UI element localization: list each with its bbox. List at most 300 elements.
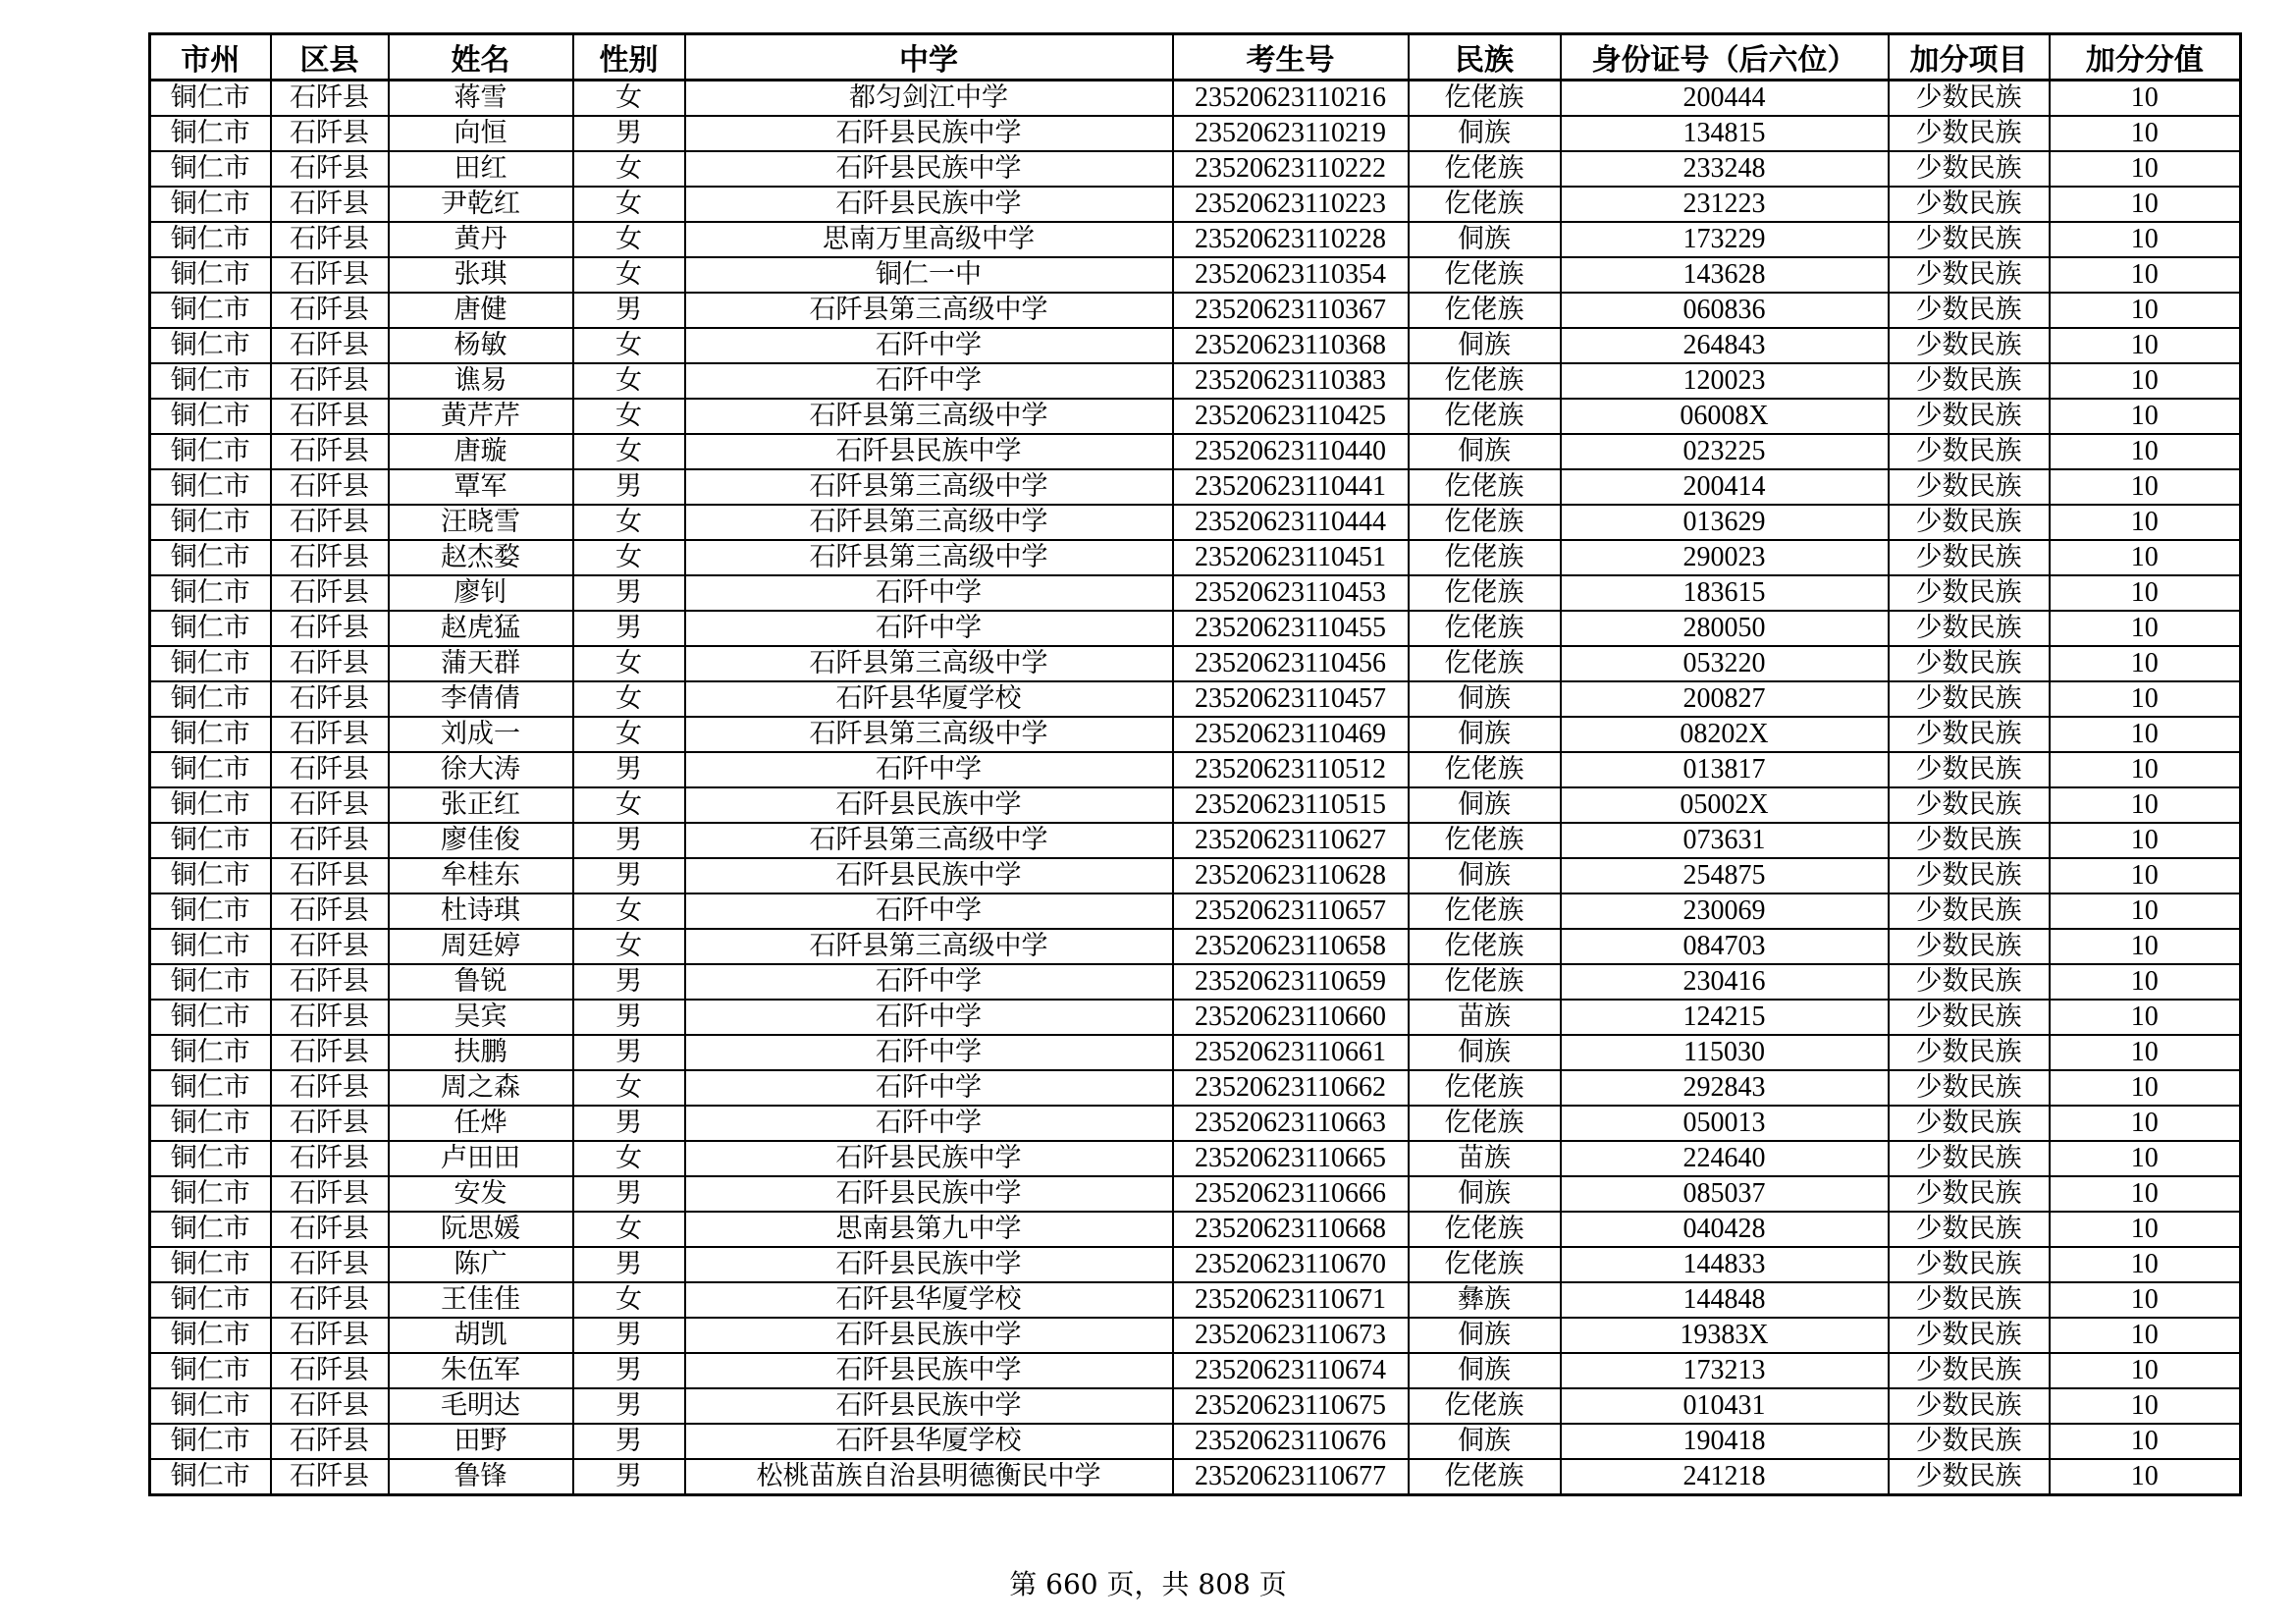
cell-id-last-six: 230069: [1561, 893, 1889, 929]
cell-ethnicity: 侗族: [1409, 717, 1561, 752]
cell-name: 蒋雪: [389, 81, 573, 117]
cell-gender: 女: [573, 222, 685, 257]
cell-bonus-item: 少数民族: [1889, 222, 2050, 257]
cell-exam-number: 23520623110674: [1173, 1353, 1409, 1388]
cell-id-last-six: 280050: [1561, 611, 1889, 646]
cell-id-last-six: 144833: [1561, 1247, 1889, 1282]
cell-county: 石阡县: [271, 434, 389, 469]
cell-bonus-item: 少数民族: [1889, 1212, 2050, 1247]
cell-exam-number: 23520623110457: [1173, 681, 1409, 717]
cell-ethnicity: 仡佬族: [1409, 151, 1561, 187]
table-row: [150, 1459, 2241, 1495]
cell-school: 石阡县华厦学校: [685, 681, 1173, 717]
cell-bonus-item: 少数民族: [1889, 81, 2050, 117]
cell-exam-number: 23520623110660: [1173, 1000, 1409, 1035]
table-row: [150, 929, 2241, 964]
cell-bonus-points: 10: [2050, 575, 2241, 611]
cell-gender: 女: [573, 681, 685, 717]
cell-bonus-item: 少数民族: [1889, 752, 2050, 787]
cell-id-last-six: 053220: [1561, 646, 1889, 681]
cell-name: 徐大涛: [389, 752, 573, 787]
table-row: [150, 1282, 2241, 1318]
cell-bonus-points: 10: [2050, 1424, 2241, 1459]
table-row: [150, 293, 2241, 328]
cell-name: 刘成一: [389, 717, 573, 752]
cell-ethnicity: 仡佬族: [1409, 611, 1561, 646]
cell-name: 黄芹芹: [389, 399, 573, 434]
cell-id-last-six: 173213: [1561, 1353, 1889, 1388]
cell-exam-number: 23520623110469: [1173, 717, 1409, 752]
cell-school: 石阡中学: [685, 611, 1173, 646]
cell-county: 石阡县: [271, 717, 389, 752]
cell-gender: 男: [573, 752, 685, 787]
header-ethnicity: 民族: [1409, 34, 1561, 81]
cell-name: 周廷婷: [389, 929, 573, 964]
cell-ethnicity: 仡佬族: [1409, 257, 1561, 293]
cell-school: 石阡县民族中学: [685, 116, 1173, 151]
cell-city: 铜仁市: [150, 1459, 271, 1495]
header-gender: 性别: [573, 34, 685, 81]
table-row: [150, 1388, 2241, 1424]
cell-bonus-item: 少数民族: [1889, 929, 2050, 964]
cell-school: 石阡中学: [685, 752, 1173, 787]
cell-county: 石阡县: [271, 469, 389, 505]
table-row: [150, 1070, 2241, 1106]
cell-bonus-points: 10: [2050, 1282, 2241, 1318]
cell-gender: 男: [573, 611, 685, 646]
cell-bonus-points: 10: [2050, 469, 2241, 505]
table-row: [150, 1106, 2241, 1141]
cell-bonus-points: 10: [2050, 222, 2241, 257]
cell-name: 鲁锋: [389, 1459, 573, 1495]
cell-gender: 女: [573, 893, 685, 929]
cell-ethnicity: 仡佬族: [1409, 893, 1561, 929]
cell-id-last-six: 124215: [1561, 1000, 1889, 1035]
cell-exam-number: 23520623110661: [1173, 1035, 1409, 1070]
cell-city: 铜仁市: [150, 222, 271, 257]
cell-city: 铜仁市: [150, 328, 271, 363]
cell-id-last-six: 200444: [1561, 81, 1889, 117]
cell-ethnicity: 仡佬族: [1409, 1106, 1561, 1141]
header-city: 市州: [150, 34, 271, 81]
cell-bonus-item: 少数民族: [1889, 611, 2050, 646]
cell-ethnicity: 侗族: [1409, 858, 1561, 893]
cell-id-last-six: 134815: [1561, 116, 1889, 151]
cell-bonus-points: 10: [2050, 717, 2241, 752]
cell-bonus-item: 少数民族: [1889, 1247, 2050, 1282]
table-header-row: [150, 34, 2241, 81]
cell-ethnicity: 仡佬族: [1409, 1070, 1561, 1106]
cell-ethnicity: 仡佬族: [1409, 363, 1561, 399]
table-row: [150, 257, 2241, 293]
cell-city: 铜仁市: [150, 257, 271, 293]
cell-bonus-points: 10: [2050, 752, 2241, 787]
cell-ethnicity: 仡佬族: [1409, 293, 1561, 328]
cell-ethnicity: 侗族: [1409, 1353, 1561, 1388]
cell-bonus-item: 少数民族: [1889, 1070, 2050, 1106]
cell-id-last-six: 241218: [1561, 1459, 1889, 1495]
cell-city: 铜仁市: [150, 575, 271, 611]
cell-ethnicity: 仡佬族: [1409, 1247, 1561, 1282]
cell-ethnicity: 仡佬族: [1409, 505, 1561, 540]
cell-name: 鲁锐: [389, 964, 573, 1000]
cell-school: 石阡县民族中学: [685, 434, 1173, 469]
table-body: [150, 81, 2241, 1495]
cell-gender: 女: [573, 1282, 685, 1318]
cell-ethnicity: 仡佬族: [1409, 575, 1561, 611]
table-row: [150, 575, 2241, 611]
cell-name: 周之森: [389, 1070, 573, 1106]
header-school: 中学: [685, 34, 1173, 81]
header-county: 区县: [271, 34, 389, 81]
cell-county: 石阡县: [271, 1424, 389, 1459]
cell-county: 石阡县: [271, 187, 389, 222]
cell-gender: 男: [573, 858, 685, 893]
cell-gender: 男: [573, 1318, 685, 1353]
cell-gender: 男: [573, 1459, 685, 1495]
cell-bonus-item: 少数民族: [1889, 1424, 2050, 1459]
cell-exam-number: 23520623110673: [1173, 1318, 1409, 1353]
cell-county: 石阡县: [271, 1106, 389, 1141]
cell-school: 石阡县民族中学: [685, 1176, 1173, 1212]
cell-name: 向恒: [389, 116, 573, 151]
cell-name: 唐璇: [389, 434, 573, 469]
cell-school: 石阡中学: [685, 328, 1173, 363]
cell-name: 廖钊: [389, 575, 573, 611]
cell-id-last-six: 233248: [1561, 151, 1889, 187]
cell-county: 石阡县: [271, 1176, 389, 1212]
cell-ethnicity: 侗族: [1409, 328, 1561, 363]
cell-school: 石阡县第三高级中学: [685, 929, 1173, 964]
cell-id-last-six: 264843: [1561, 328, 1889, 363]
cell-bonus-item: 少数民族: [1889, 858, 2050, 893]
cell-exam-number: 23520623110367: [1173, 293, 1409, 328]
table-row: [150, 787, 2241, 823]
cell-bonus-points: 10: [2050, 964, 2241, 1000]
cell-ethnicity: 仡佬族: [1409, 1388, 1561, 1424]
cell-county: 石阡县: [271, 646, 389, 681]
table-row: [150, 611, 2241, 646]
cell-bonus-points: 10: [2050, 1212, 2241, 1247]
cell-gender: 男: [573, 469, 685, 505]
cell-id-last-six: 230416: [1561, 964, 1889, 1000]
cell-city: 铜仁市: [150, 1176, 271, 1212]
cell-id-last-six: 224640: [1561, 1141, 1889, 1176]
cell-bonus-item: 少数民族: [1889, 257, 2050, 293]
table-row: [150, 222, 2241, 257]
cell-bonus-item: 少数民族: [1889, 1141, 2050, 1176]
cell-bonus-item: 少数民族: [1889, 1106, 2050, 1141]
cell-exam-number: 23520623110441: [1173, 469, 1409, 505]
cell-id-last-six: 084703: [1561, 929, 1889, 964]
cell-bonus-item: 少数民族: [1889, 717, 2050, 752]
cell-county: 石阡县: [271, 752, 389, 787]
cell-name: 朱伍军: [389, 1353, 573, 1388]
cell-name: 卢田田: [389, 1141, 573, 1176]
cell-bonus-points: 10: [2050, 399, 2241, 434]
cell-bonus-points: 10: [2050, 81, 2241, 117]
cell-ethnicity: 侗族: [1409, 116, 1561, 151]
cell-bonus-points: 10: [2050, 293, 2241, 328]
header-exam-number: 考生号: [1173, 34, 1409, 81]
cell-school: 都匀剑江中学: [685, 81, 1173, 117]
page-number-footer: 第 660 页，共 808 页: [1009, 1568, 1287, 1600]
cell-county: 石阡县: [271, 964, 389, 1000]
cell-city: 铜仁市: [150, 434, 271, 469]
cell-bonus-points: 10: [2050, 1106, 2241, 1141]
header-bonus-item: 加分项目: [1889, 34, 2050, 81]
cell-ethnicity: 侗族: [1409, 787, 1561, 823]
cell-school: 石阡县第三高级中学: [685, 293, 1173, 328]
cell-bonus-item: 少数民族: [1889, 646, 2050, 681]
cell-city: 铜仁市: [150, 293, 271, 328]
cell-city: 铜仁市: [150, 1282, 271, 1318]
cell-bonus-points: 10: [2050, 787, 2241, 823]
cell-county: 石阡县: [271, 1318, 389, 1353]
cell-id-last-six: 023225: [1561, 434, 1889, 469]
cell-ethnicity: 仡佬族: [1409, 823, 1561, 858]
table-row: [150, 1035, 2241, 1070]
cell-name: 安发: [389, 1176, 573, 1212]
cell-id-last-six: 010431: [1561, 1388, 1889, 1424]
cell-gender: 女: [573, 540, 685, 575]
cell-ethnicity: 苗族: [1409, 1141, 1561, 1176]
cell-county: 石阡县: [271, 399, 389, 434]
cell-bonus-item: 少数民族: [1889, 823, 2050, 858]
cell-ethnicity: 仡佬族: [1409, 399, 1561, 434]
cell-name: 覃军: [389, 469, 573, 505]
cell-name: 张琪: [389, 257, 573, 293]
cell-name: 扶鹏: [389, 1035, 573, 1070]
cell-bonus-item: 少数民族: [1889, 1353, 2050, 1388]
cell-gender: 女: [573, 646, 685, 681]
cell-school: 思南万里高级中学: [685, 222, 1173, 257]
cell-bonus-points: 10: [2050, 116, 2241, 151]
cell-bonus-points: 10: [2050, 363, 2241, 399]
cell-gender: 男: [573, 1035, 685, 1070]
cell-county: 石阡县: [271, 81, 389, 117]
cell-county: 石阡县: [271, 293, 389, 328]
cell-city: 铜仁市: [150, 187, 271, 222]
cell-exam-number: 23520623110666: [1173, 1176, 1409, 1212]
cell-city: 铜仁市: [150, 469, 271, 505]
cell-school: 松桃苗族自治县明德衡民中学: [685, 1459, 1173, 1495]
cell-gender: 男: [573, 1424, 685, 1459]
cell-id-last-six: 183615: [1561, 575, 1889, 611]
cell-city: 铜仁市: [150, 1247, 271, 1282]
cell-school: 石阡中学: [685, 893, 1173, 929]
cell-gender: 男: [573, 575, 685, 611]
cell-city: 铜仁市: [150, 1388, 271, 1424]
cell-county: 石阡县: [271, 1035, 389, 1070]
table-row: [150, 717, 2241, 752]
cell-name: 毛明达: [389, 1388, 573, 1424]
cell-bonus-item: 少数民族: [1889, 1459, 2050, 1495]
cell-id-last-six: 085037: [1561, 1176, 1889, 1212]
cell-school: 石阡县民族中学: [685, 1318, 1173, 1353]
header-id-last-six: 身份证号（后六位）: [1561, 34, 1889, 81]
cell-name: 廖佳俊: [389, 823, 573, 858]
cell-school: 石阡县华厦学校: [685, 1424, 1173, 1459]
cell-county: 石阡县: [271, 1459, 389, 1495]
cell-exam-number: 23520623110512: [1173, 752, 1409, 787]
table-row: [150, 1424, 2241, 1459]
cell-county: 石阡县: [271, 116, 389, 151]
cell-exam-number: 23520623110368: [1173, 328, 1409, 363]
cell-city: 铜仁市: [150, 646, 271, 681]
cell-gender: 男: [573, 1388, 685, 1424]
cell-name: 田野: [389, 1424, 573, 1459]
cell-school: 石阡中学: [685, 964, 1173, 1000]
cell-bonus-points: 10: [2050, 257, 2241, 293]
cell-school: 石阡中学: [685, 1106, 1173, 1141]
cell-bonus-points: 10: [2050, 328, 2241, 363]
table-row: [150, 1176, 2241, 1212]
cell-bonus-item: 少数民族: [1889, 1282, 2050, 1318]
cell-school: 石阡中学: [685, 363, 1173, 399]
cell-name: 赵虎猛: [389, 611, 573, 646]
cell-bonus-item: 少数民族: [1889, 434, 2050, 469]
cell-bonus-item: 少数民族: [1889, 399, 2050, 434]
cell-bonus-item: 少数民族: [1889, 151, 2050, 187]
cell-exam-number: 23520623110444: [1173, 505, 1409, 540]
cell-id-last-six: 013629: [1561, 505, 1889, 540]
cell-school: 石阡县民族中学: [685, 1353, 1173, 1388]
cell-id-last-six: 115030: [1561, 1035, 1889, 1070]
cell-school: 石阡县第三高级中学: [685, 717, 1173, 752]
cell-exam-number: 23520623110627: [1173, 823, 1409, 858]
cell-name: 吴宾: [389, 1000, 573, 1035]
cell-exam-number: 23520623110451: [1173, 540, 1409, 575]
cell-gender: 女: [573, 257, 685, 293]
cell-bonus-item: 少数民族: [1889, 787, 2050, 823]
cell-city: 铜仁市: [150, 1106, 271, 1141]
header-name: 姓名: [389, 34, 573, 81]
cell-gender: 男: [573, 1247, 685, 1282]
cell-ethnicity: 仡佬族: [1409, 752, 1561, 787]
cell-name: 李倩倩: [389, 681, 573, 717]
cell-county: 石阡县: [271, 858, 389, 893]
cell-id-last-six: 143628: [1561, 257, 1889, 293]
table-row: [150, 1353, 2241, 1388]
table-row: [150, 187, 2241, 222]
table-row: [150, 646, 2241, 681]
cell-exam-number: 23520623110383: [1173, 363, 1409, 399]
cell-exam-number: 23520623110222: [1173, 151, 1409, 187]
cell-exam-number: 23520623110223: [1173, 187, 1409, 222]
cell-bonus-points: 10: [2050, 1141, 2241, 1176]
cell-bonus-item: 少数民族: [1889, 363, 2050, 399]
cell-gender: 女: [573, 363, 685, 399]
cell-city: 铜仁市: [150, 1353, 271, 1388]
cell-county: 石阡县: [271, 823, 389, 858]
cell-county: 石阡县: [271, 893, 389, 929]
cell-school: 石阡中学: [685, 575, 1173, 611]
cell-id-last-six: 254875: [1561, 858, 1889, 893]
cell-bonus-points: 10: [2050, 1388, 2241, 1424]
cell-county: 石阡县: [271, 1247, 389, 1282]
cell-bonus-item: 少数民族: [1889, 1176, 2050, 1212]
cell-id-last-six: 200414: [1561, 469, 1889, 505]
cell-city: 铜仁市: [150, 1318, 271, 1353]
cell-id-last-six: 19383X: [1561, 1318, 1889, 1353]
cell-school: 石阡县民族中学: [685, 787, 1173, 823]
cell-id-last-six: 173229: [1561, 222, 1889, 257]
cell-bonus-item: 少数民族: [1889, 187, 2050, 222]
cell-exam-number: 23520623110658: [1173, 929, 1409, 964]
table-row: [150, 399, 2241, 434]
cell-ethnicity: 侗族: [1409, 1176, 1561, 1212]
cell-bonus-item: 少数民族: [1889, 1318, 2050, 1353]
cell-city: 铜仁市: [150, 1424, 271, 1459]
cell-exam-number: 23520623110228: [1173, 222, 1409, 257]
cell-school: 石阡县民族中学: [685, 187, 1173, 222]
cell-city: 铜仁市: [150, 505, 271, 540]
cell-school: 石阡县华厦学校: [685, 1282, 1173, 1318]
cell-name: 胡凯: [389, 1318, 573, 1353]
cell-gender: 女: [573, 787, 685, 823]
cell-county: 石阡县: [271, 787, 389, 823]
cell-gender: 女: [573, 717, 685, 752]
cell-name: 赵杰婺: [389, 540, 573, 575]
cell-county: 石阡县: [271, 328, 389, 363]
cell-gender: 女: [573, 151, 685, 187]
table-row: [150, 505, 2241, 540]
cell-city: 铜仁市: [150, 1035, 271, 1070]
cell-id-last-six: 08202X: [1561, 717, 1889, 752]
cell-county: 石阡县: [271, 151, 389, 187]
cell-ethnicity: 彝族: [1409, 1282, 1561, 1318]
cell-city: 铜仁市: [150, 1141, 271, 1176]
table-row: [150, 328, 2241, 363]
table-row: [150, 81, 2241, 117]
cell-name: 王佳佳: [389, 1282, 573, 1318]
cell-bonus-points: 10: [2050, 646, 2241, 681]
cell-bonus-points: 10: [2050, 434, 2241, 469]
cell-city: 铜仁市: [150, 611, 271, 646]
cell-name: 谯易: [389, 363, 573, 399]
cell-name: 牟桂东: [389, 858, 573, 893]
cell-gender: 男: [573, 1353, 685, 1388]
cell-city: 铜仁市: [150, 681, 271, 717]
cell-name: 汪晓雪: [389, 505, 573, 540]
cell-bonus-item: 少数民族: [1889, 116, 2050, 151]
cell-ethnicity: 侗族: [1409, 1424, 1561, 1459]
cell-city: 铜仁市: [150, 116, 271, 151]
cell-city: 铜仁市: [150, 929, 271, 964]
table-row: [150, 1212, 2241, 1247]
cell-gender: 男: [573, 116, 685, 151]
cell-ethnicity: 仡佬族: [1409, 1459, 1561, 1495]
cell-bonus-points: 10: [2050, 505, 2241, 540]
table-row: [150, 469, 2241, 505]
table-row: [150, 858, 2241, 893]
cell-id-last-six: 231223: [1561, 187, 1889, 222]
cell-county: 石阡县: [271, 575, 389, 611]
cell-city: 铜仁市: [150, 752, 271, 787]
cell-county: 石阡县: [271, 505, 389, 540]
cell-exam-number: 23520623110425: [1173, 399, 1409, 434]
cell-id-last-six: 290023: [1561, 540, 1889, 575]
cell-id-last-six: 073631: [1561, 823, 1889, 858]
table-row: [150, 1141, 2241, 1176]
cell-id-last-six: 050013: [1561, 1106, 1889, 1141]
cell-city: 铜仁市: [150, 1212, 271, 1247]
cell-gender: 男: [573, 1000, 685, 1035]
cell-county: 石阡县: [271, 1000, 389, 1035]
cell-exam-number: 23520623110676: [1173, 1424, 1409, 1459]
cell-gender: 女: [573, 399, 685, 434]
